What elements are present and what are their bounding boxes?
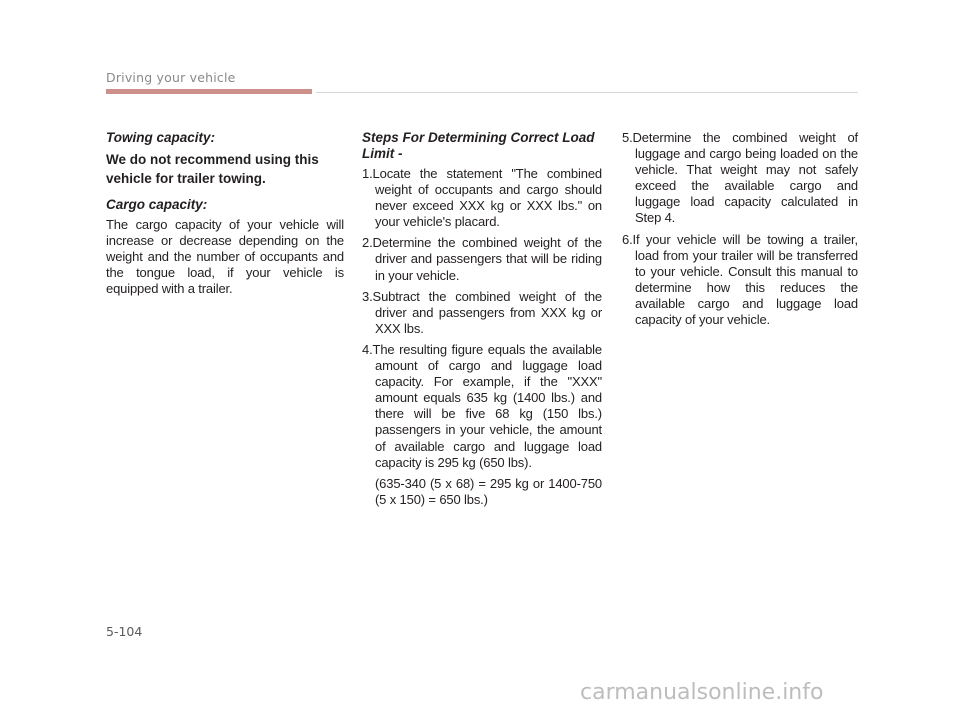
- section-title: Driving your vehicle: [106, 70, 236, 85]
- column-3: [622, 130, 858, 333]
- step-3: 3.Subtract the combined weight of the driver and passengers from XXX kg or XXX lbs.: [362, 288, 602, 336]
- column-1: [106, 130, 344, 302]
- towing-capacity-text: We do not recommend using this vehicle for trailer towing.: [106, 152, 319, 186]
- load-limit-heading: Steps For Determining Correct Load Limit -: [362, 130, 595, 161]
- towing-capacity-heading: Towing capacity:: [106, 130, 216, 145]
- step-4: 4.The resulting figure equals the available amount of cargo and luggage load capacity. For example, if the "XXX" amount equals 635 kg (1400 lbs.) and there will be five 68 kg (150 lbs.) passengers in your vehicle, the amount of available cargo and luggage load capacity is 295 kg (650 lbs).: [362, 341, 602, 470]
- step-6: 6.If your vehicle will be towing a trailer, load from your trailer will be transferred to your vehicle. Consult this manual to determine how this reduces the available cargo and luggage load capacity of your vehicle.: [622, 231, 858, 328]
- step-2: 2.Determine the combined weight of the driver and passengers that will be riding in your vehicle.: [362, 235, 602, 283]
- example-calculation: (635-340 (5 x 68) = 295 kg or 1400-750 (5 x 150) = 650 lbs.): [375, 475, 602, 507]
- cargo-capacity-heading: Cargo capacity:: [106, 197, 208, 212]
- watermark: carmanualsonline.info: [580, 680, 824, 705]
- cargo-capacity-text: The cargo capacity of your vehicle will increase or decrease depending on the weight and the number of occupants and the tongue load, if your vehicle is equipped with a trailer.: [106, 217, 344, 297]
- page-number: 5-104: [106, 624, 143, 639]
- step-1: 1.Locate the statement "The combined weight of occupants and cargo should never exceed XXX kg or XXX lbs." on your vehicle's placard.: [362, 166, 602, 230]
- step-5: 5.Determine the combined weight of luggage and cargo being loaded on the vehicle. That weight may not safely exceed the available cargo and luggage load capacity calculated in Step 4.: [622, 130, 858, 226]
- header-accent-rule: [106, 89, 312, 94]
- header-divider: [316, 92, 858, 93]
- column-2: [362, 130, 602, 513]
